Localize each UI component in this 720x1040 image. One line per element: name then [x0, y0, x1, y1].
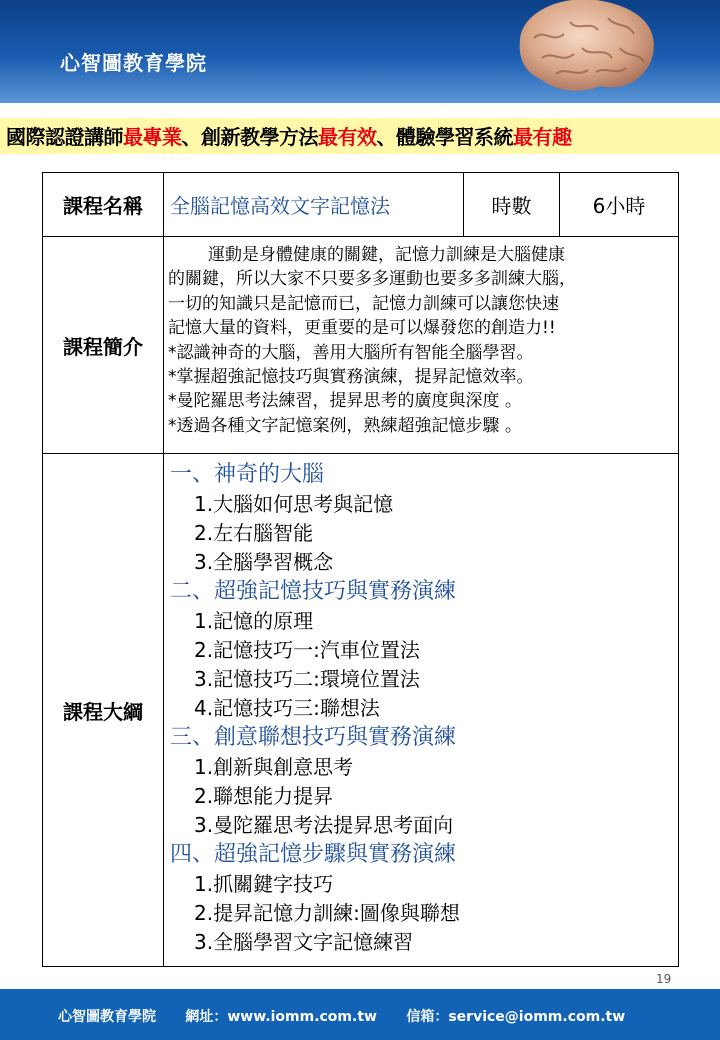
slogan-part-3: 、體驗學習系統 — [376, 125, 513, 149]
slogan-text — [6, 121, 572, 150]
outline-section-title: 二、超強記憶技巧與實務演練 — [170, 579, 457, 604]
intro-bullet: *透過各種文字記憶案例，熟練超強記憶步驟 。 — [168, 415, 522, 436]
slogan-part-2: 、創新教學方法 — [181, 125, 318, 149]
intro-line: 運動是身體健康的關鍵，記憶力訓練是大腦健康 — [208, 245, 565, 265]
page-number: 19 — [656, 972, 672, 986]
course-outline — [164, 454, 679, 967]
outline-item: 2.左右腦智能 — [194, 521, 314, 545]
course-name-value: 全腦記憶高效文字記憶法 — [164, 173, 464, 237]
course-intro-text — [164, 237, 679, 454]
footer-bar — [0, 989, 720, 1040]
slogan-banner — [0, 118, 720, 154]
intro-line: 的關鍵，所以大家不只要多多運動也要多多訓練大腦， — [168, 269, 576, 290]
outline-item: 3.曼陀羅思考法提昇思考面向 — [194, 813, 454, 837]
outline-item: 1.創新與創意思考 — [194, 755, 354, 779]
footer-mail-link[interactable]: service@iomm.com.tw — [448, 1009, 626, 1025]
intro-line: 記憶大量的資料，更重要的是可以爆發您的創造力!! — [168, 318, 556, 339]
outline-section-title: 一、神奇的大腦 — [170, 462, 325, 487]
footer-mail-label: 信箱： — [406, 1009, 449, 1025]
course-outline-row — [43, 454, 679, 967]
outline-item: 1.記憶的原理 — [194, 609, 314, 633]
course-intro-row — [43, 237, 679, 454]
slogan-highlight-3: 最有趣 — [513, 125, 572, 149]
course-intro-label: 課程簡介 — [43, 237, 164, 454]
footer-site-label: 網址： — [185, 1009, 228, 1025]
slogan-highlight-2: 最有效 — [318, 125, 377, 149]
brain-image — [512, 0, 662, 98]
outline-item: 4.記憶技巧三:聯想法 — [194, 696, 380, 720]
hours-label: 時數 — [464, 173, 560, 237]
outline-item: 2.記憶技巧一:汽車位置法 — [194, 638, 420, 662]
outline-item: 3.記憶技巧二:環境位置法 — [194, 667, 420, 691]
outline-item: 1.抓關鍵字技巧 — [194, 872, 334, 896]
intro-bullet: *曼陀羅思考法練習，提昇思考的廣度與深度 。 — [168, 391, 522, 412]
course-outline-label: 課程大綱 — [43, 454, 164, 967]
outline-section-title: 四、超強記憶步驟與實務演練 — [170, 842, 457, 867]
footer-site-link[interactable]: www.iomm.com.tw — [227, 1009, 377, 1025]
outline-item: 2.聯想能力提昇 — [194, 784, 334, 808]
course-name-row — [43, 173, 679, 237]
hours-value: 6小時 — [560, 173, 679, 237]
course-name-label: 課程名稱 — [43, 173, 164, 237]
outline-item: 2.提昇記憶力訓練:圖像與聯想 — [194, 901, 460, 925]
outline-item: 3.全腦學習文字記憶練習 — [194, 930, 414, 954]
outline-item: 3.全腦學習概念 — [194, 550, 334, 574]
header-bar — [0, 0, 720, 103]
footer-org: 心智圖教育學院 — [58, 1009, 156, 1025]
footer-contact — [58, 1006, 625, 1026]
outline-section-title: 三、創意聯想技巧與實務演練 — [170, 725, 457, 750]
intro-line: 一切的知識只是記憶而已，記憶力訓練可以讓您快速 — [168, 293, 559, 314]
intro-bullet: *掌握超強記憶技巧與實務演練，提昇記憶效率。 — [168, 367, 534, 388]
outline-item: 1.大腦如何思考與記憶 — [194, 492, 394, 516]
intro-bullet: *認識神奇的大腦，善用大腦所有智能全腦學習。 — [168, 342, 534, 363]
brand-name: 心智圖教育學院 — [60, 51, 207, 75]
slogan-highlight-1: 最專業 — [123, 125, 182, 149]
course-table — [42, 172, 679, 967]
slogan-part-1: 國際認證講師 — [6, 125, 123, 149]
